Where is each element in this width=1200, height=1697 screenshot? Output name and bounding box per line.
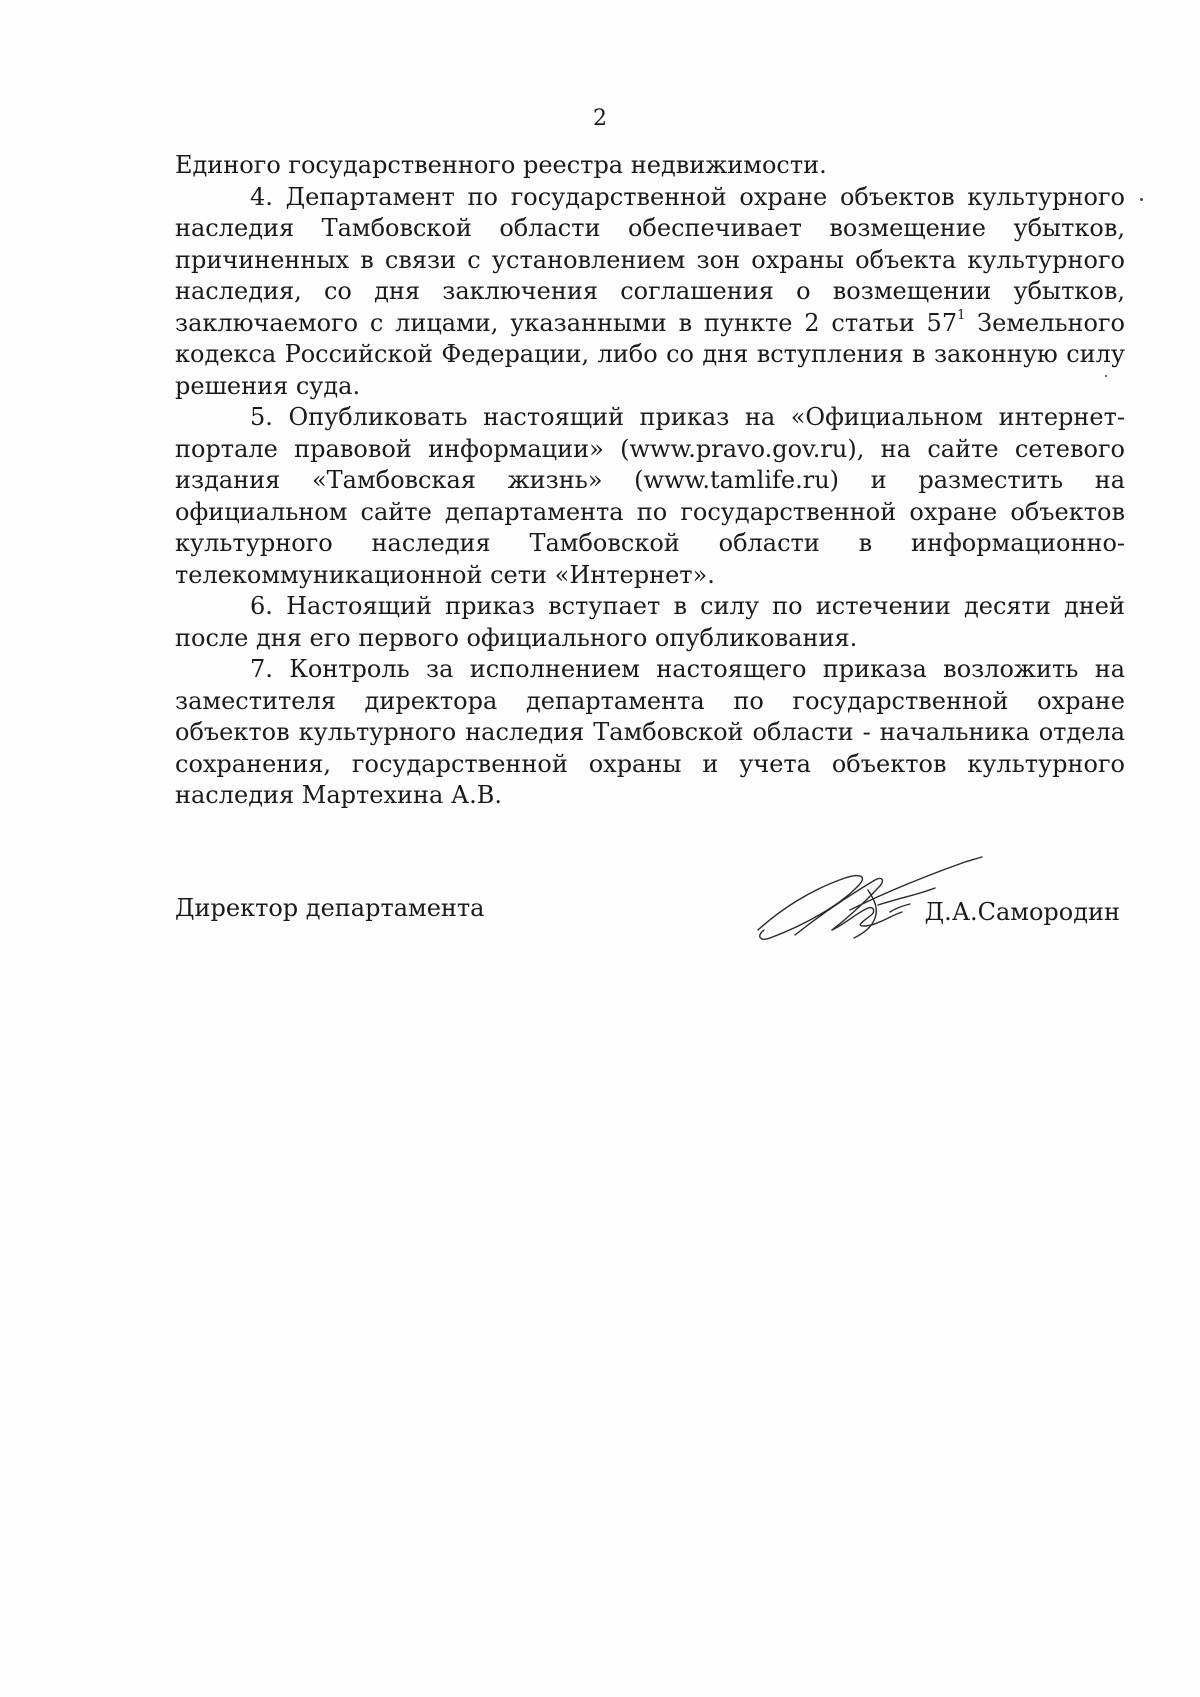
paragraph-item-4 (175, 182, 1125, 403)
paragraph-continuation: Единого государственного реестра недвижимости. (175, 151, 827, 179)
scan-speck (1105, 375, 1107, 377)
article-superscript: 1 (957, 307, 966, 323)
signer-position: Директор департамента (175, 894, 485, 922)
paragraph-item-5: 5. Опубликовать настоящий приказ на «Официальном интернет-портале правовой информации» (www.pravo.gov.ru), на сайте сетевого издания «Тамбовская жизнь» (www.tamlife.ru) и разместить на официальном сайте департамента по государственной охране объектов культурного наследия Тамбовской области в информационно-телекоммуникационной сети «Интернет». (175, 403, 1125, 589)
scan-speck (1140, 198, 1143, 201)
signature-block (175, 880, 1125, 970)
page-number: 2 (593, 106, 607, 131)
paragraph-item-4-text: 4. Департамент по государственной охране объектов культурного наследия Тамбовской области обеспечивает возмещение убытков, причиненных в связи с установлением зон охраны объекта культурного наследия, со дня заключения соглашения о возмещении убытков, заключаемого с лицами, указанными в пункте 2 статьи 57 (175, 182, 1125, 337)
paragraph-item-7: 7. Контроль за исполнением настоящего приказа возложить на заместителя директора департамента по государственной охране объектов культурного наследия Тамбовской области - начальника отдела сохранения, государственной охраны и учета объектов культурного наследия Мартехина А.В. (175, 655, 1125, 809)
document-body (175, 150, 1125, 812)
paragraph-item-4-tail: Земельного кодекса Российской Федерации, либо со дня вступления в законную силу решения суда. (175, 308, 1125, 400)
paragraph-item-6: 6. Настоящий приказ вступает в силу по истечении десяти дней после дня его первого официального опубликования. (175, 592, 1125, 652)
signer-name: Д.А.Самородин (924, 898, 1120, 926)
